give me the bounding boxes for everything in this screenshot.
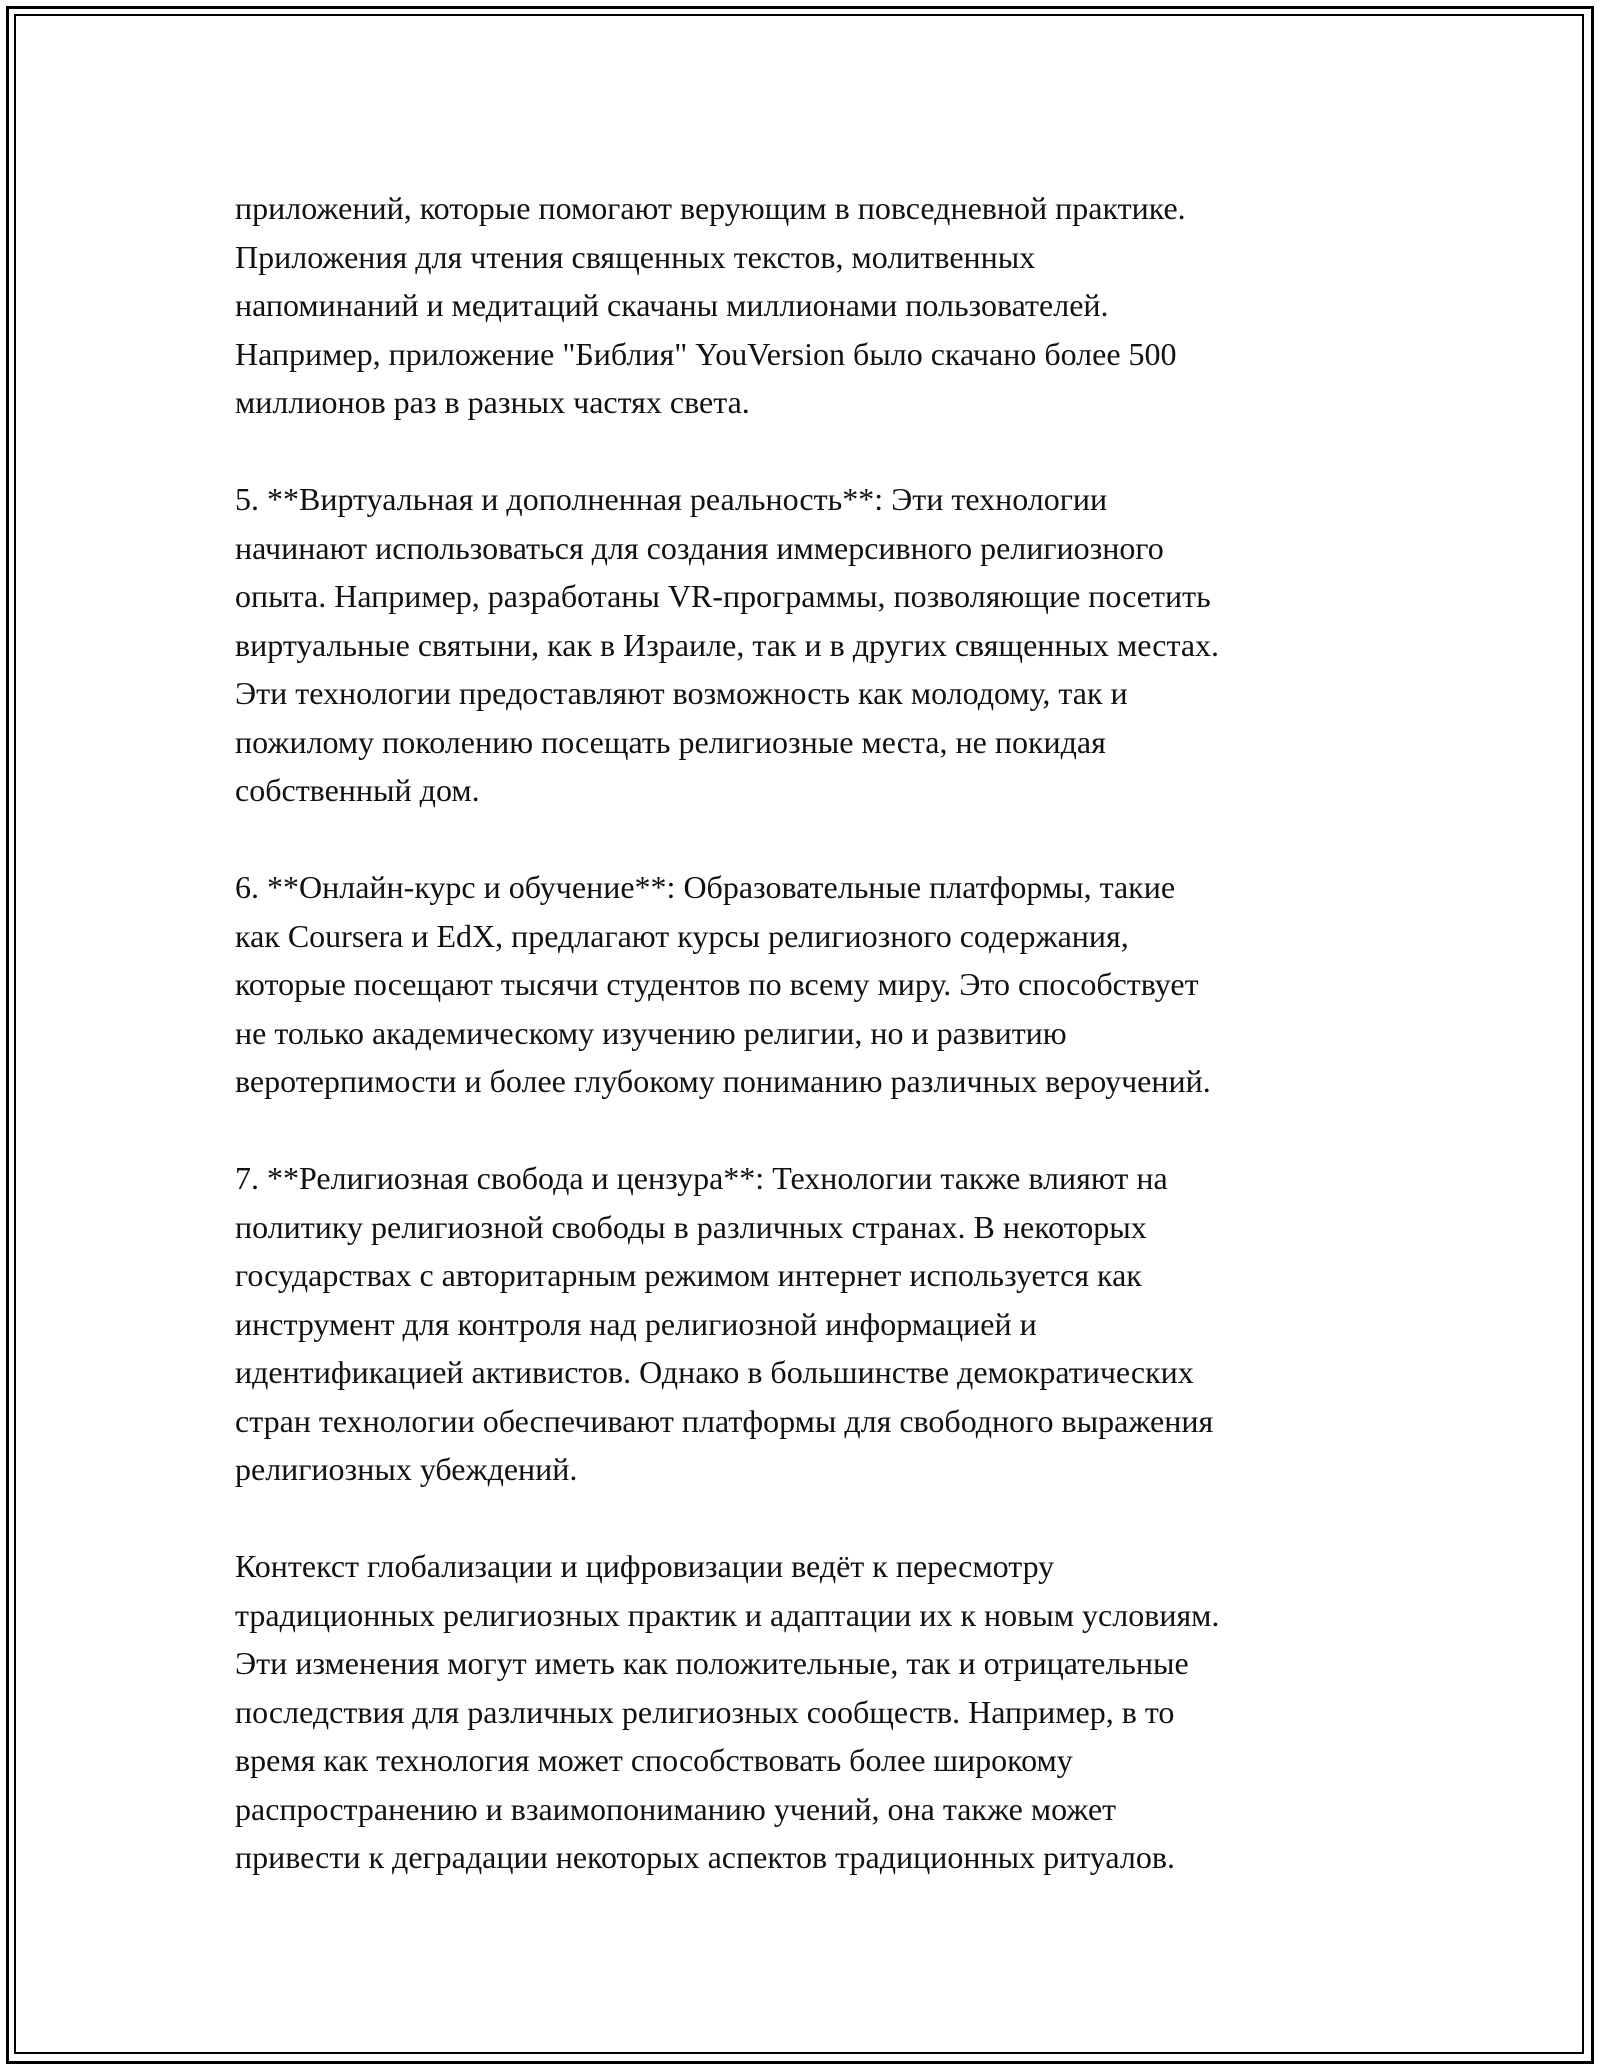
text-line: распространению и взаимопониманию учений, она также может <box>235 1790 1117 1827</box>
text-line: традиционных религиозных практик и адаптации их к новым условиям. <box>235 1596 1220 1633</box>
text-line: опыта. Например, разработаны VR-программы, позволяющие посетить <box>235 578 1211 614</box>
text-line: 7. **Религиозная свобода и цензура**: Технологии также влияют на <box>235 1160 1168 1196</box>
text-line: политику религиозной свободы в различных странах. В некоторых <box>235 1208 1147 1245</box>
text-line: веротерпимости и более глубокому пониманию различных вероучений. <box>235 1063 1211 1099</box>
paragraph-item-6-online-courses <box>235 863 1425 1106</box>
text-line: Контекст глобализации и цифровизации ведёт к пересмотру <box>235 1548 1055 1584</box>
text-line: которые посещают тысячи студентов по всему миру. Это способствует <box>235 966 1199 1002</box>
text-line: стран технологии обеспечивают платформы для свободного выражения <box>235 1402 1214 1439</box>
text-line: 6. **Онлайн-курс и обучение**: Образовательные платформы, такие <box>235 869 1176 905</box>
text-line: напоминаний и медитаций скачаны миллионами пользователей. <box>235 287 1109 323</box>
text-line: инструмент для контроля над религиозной информацией и <box>235 1305 1037 1342</box>
text-line: 5. **Виртуальная и дополненная реальность**: Эти технологии <box>235 481 1108 517</box>
text-line: собственный дом. <box>235 772 480 808</box>
text-line: пожилому поколению посещать религиозные места, не покидая <box>235 723 1106 760</box>
paragraph-apps-continuation <box>235 184 1425 427</box>
text-line: не только академическому изучению религии, но и развитию <box>235 1014 1067 1051</box>
paragraph-item-7-religious-freedom <box>235 1154 1425 1494</box>
text-line: Эти изменения могут иметь как положительные, так и отрицательные <box>235 1645 1189 1681</box>
text-line: приложений, которые помогают верующим в повседневной практике. <box>235 190 1186 226</box>
document-body <box>235 184 1425 1882</box>
text-line: Приложения для чтения священных текстов, молитвенных <box>235 238 1036 275</box>
text-line: начинают использоваться для создания иммерсивного религиозного <box>235 529 1164 566</box>
text-line: Эти технологии предоставляют возможность как молодому, так и <box>235 675 1128 711</box>
text-line: как Coursera и EdX, предлагают курсы религиозного содержания, <box>235 917 1129 954</box>
paragraph-conclusion <box>235 1542 1425 1882</box>
text-line: виртуальные святыни, как в Израиле, так и в других священных местах. <box>235 626 1220 663</box>
text-line: последствия для различных религиозных сообществ. Например, в то <box>235 1693 1175 1730</box>
text-line: религиозных убеждений. <box>235 1451 578 1487</box>
text-line: Например, приложение "Библия" YouVersion было скачано более 500 <box>235 335 1177 372</box>
text-line: время как технология может способствовать более широкому <box>235 1742 1073 1778</box>
paragraph-item-5-virtual-reality <box>235 475 1425 815</box>
text-line: миллионов раз в разных частях света. <box>235 384 750 420</box>
text-line: привести к деградации некоторых аспектов традиционных ритуалов. <box>235 1839 1175 1875</box>
text-line: государствах с авторитарным режимом интернет используется как <box>235 1257 1142 1293</box>
text-line: идентификацией активистов. Однако в большинстве демократических <box>235 1354 1194 1390</box>
